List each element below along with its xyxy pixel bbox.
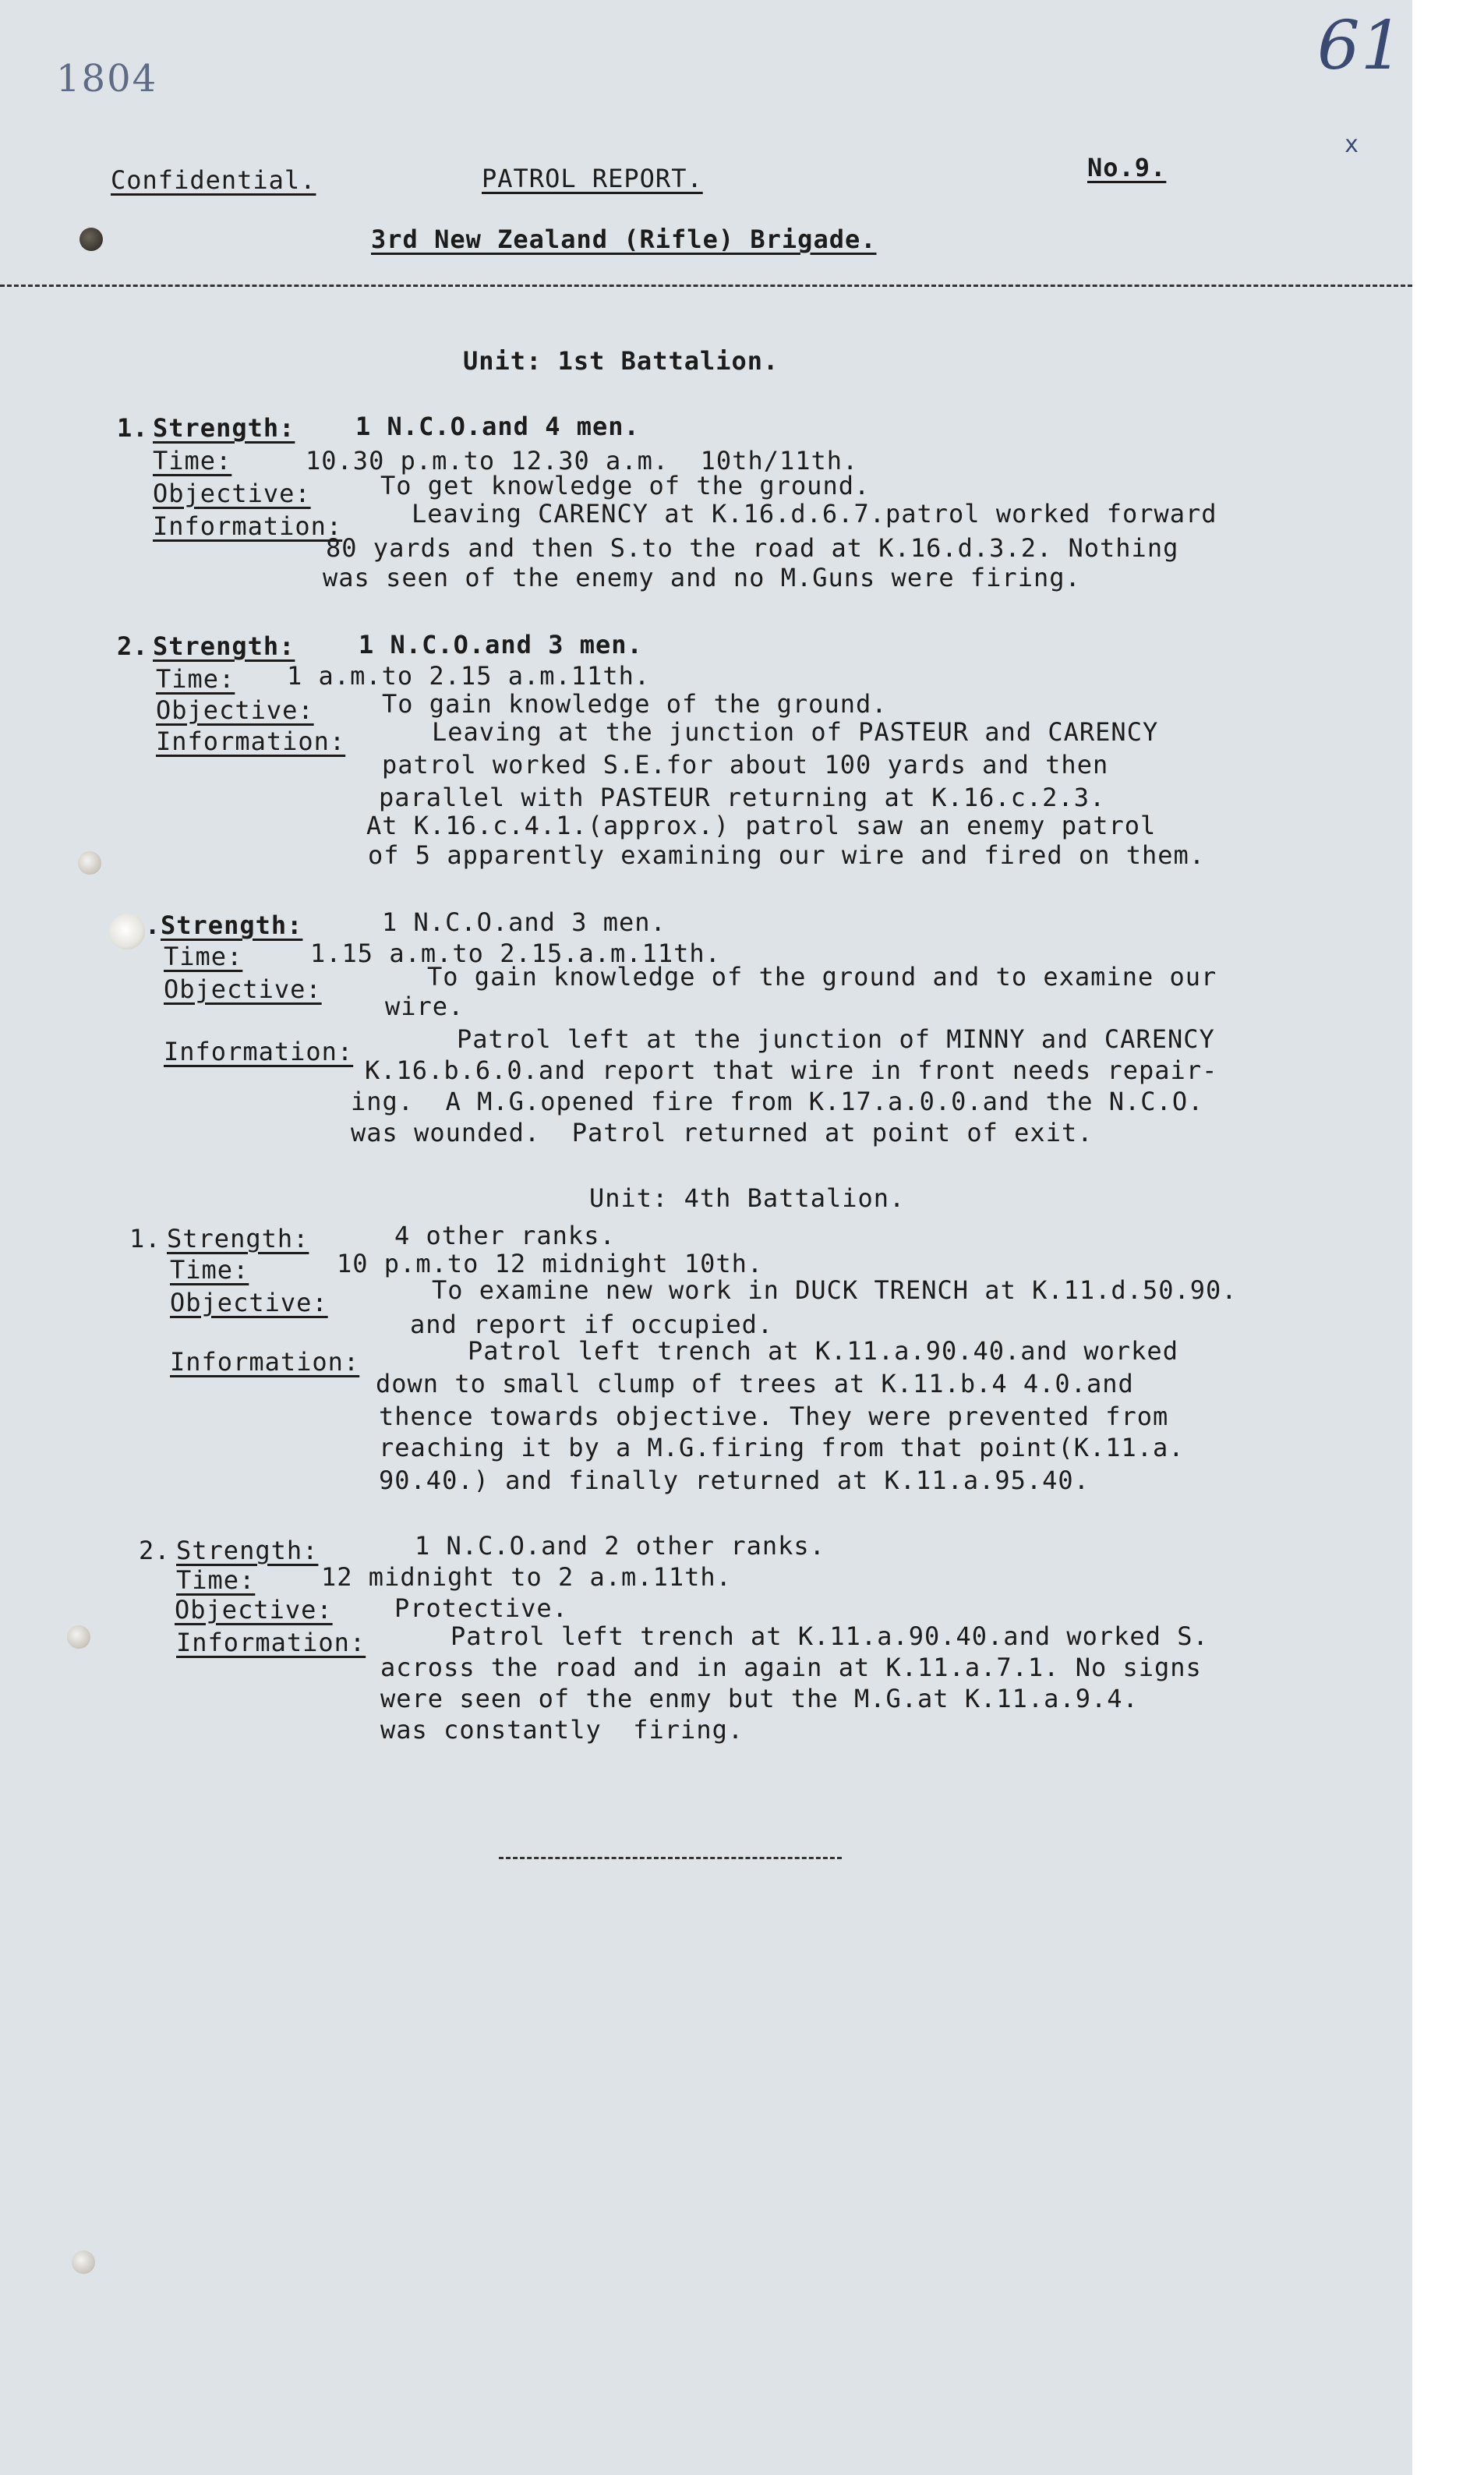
header-divider	[0, 285, 1412, 287]
patrol-number: 2.	[117, 631, 149, 661]
information-line: was wounded. Patrol returned at point of exit.	[351, 1118, 1094, 1147]
strength-label: Strength:	[153, 631, 295, 661]
time-label: Time:	[156, 664, 235, 694]
report-title: PATROL REPORT.	[482, 164, 703, 193]
strength-label: Strength:	[167, 1224, 309, 1253]
strength-label: Strength:	[153, 413, 295, 443]
punch-hole-2	[78, 851, 101, 875]
information-line: 80 yards and then S.to the road at K.16.d.3.2. Nothing	[326, 533, 1179, 563]
punch-hole-3	[109, 914, 145, 949]
patrol-number: 1.	[117, 413, 149, 443]
time-value: 10.30 p.m.to 12.30 a.m. 10th/11th.	[306, 446, 859, 476]
information-line: Leaving CARENCY at K.16.d.6.7.patrol worked forward	[412, 499, 1217, 529]
information-label: Information:	[156, 727, 346, 756]
strength-value: 1 N.C.O.and 3 men.	[359, 630, 643, 659]
information-line: was constantly firing.	[380, 1715, 744, 1745]
objective-value: To gain knowledge of the ground.	[382, 689, 888, 719]
information-line: Patrol left trench at K.11.a.90.40.and worked S.	[450, 1621, 1209, 1651]
information-label: Information:	[164, 1037, 354, 1066]
objective-value: To gain knowledge of the ground and to examine our	[427, 962, 1217, 992]
time-label: Time:	[164, 942, 243, 971]
time-value: 10 p.m.to 12 midnight 10th.	[337, 1249, 764, 1278]
information-line: thence towards objective. They were prevented from	[379, 1402, 1169, 1431]
objective-label: Objective:	[153, 479, 311, 508]
time-label: Time:	[153, 446, 232, 476]
information-line: parallel with PASTEUR returning at K.16.c.2.3.	[379, 783, 1106, 812]
information-line: Patrol left at the junction of MINNY and CARENCY	[457, 1024, 1215, 1054]
objective-label: Objective:	[175, 1595, 333, 1625]
classification: Confidential.	[111, 165, 316, 195]
time-label: Time:	[176, 1565, 256, 1595]
patrol-number: 1.	[129, 1224, 161, 1253]
objective-value: To get knowledge of the ground.	[380, 471, 871, 500]
punch-hole-1	[80, 228, 103, 251]
objective-value: wire.	[385, 992, 465, 1021]
information-line: At K.16.c.4.1.(approx.) patrol saw an enemy patrol	[366, 811, 1157, 840]
strength-value: 4 other ranks.	[394, 1221, 616, 1250]
information-line: ing. A M.G.opened fire from K.17.a.0.0.and the N.C.O.	[351, 1087, 1204, 1116]
objective-label: Objective:	[170, 1288, 328, 1317]
strength-value: 1 N.C.O.and 4 men.	[355, 412, 640, 441]
information-line: 90.40.) and finally returned at K.11.a.95.40.	[379, 1466, 1090, 1495]
patrol-number: 2.	[139, 1536, 171, 1565]
objective-label: Objective:	[164, 974, 322, 1004]
information-line: Patrol left trench at K.11.a.90.40.and worked	[468, 1336, 1178, 1366]
time-value: 12 midnight to 2 a.m.11th.	[321, 1562, 732, 1592]
background-margin	[1412, 0, 1484, 2475]
unit-heading-1st-battalion: Unit: 1st Battalion.	[463, 346, 779, 376]
patrol-number: .	[145, 910, 161, 940]
information-label: Information:	[170, 1347, 360, 1377]
information-line: K.16.b.6.0.and report that wire in front needs repair-	[365, 1055, 1218, 1085]
objective-value: To examine new work in DUCK TRENCH at K.11.d.50.90.	[432, 1275, 1238, 1305]
objective-label: Objective:	[156, 695, 314, 725]
folio-number: 61	[1317, 7, 1404, 85]
information-line: was seen of the enemy and no M.Guns were firing.	[323, 563, 1081, 592]
strength-label: Strength:	[161, 910, 303, 940]
time-label: Time:	[170, 1255, 249, 1285]
information-line: of 5 apparently examining our wire and fired on them.	[368, 840, 1206, 870]
brigade-name: 3rd New Zealand (Rifle) Brigade.	[371, 225, 877, 254]
tick-mark: x	[1344, 131, 1359, 158]
objective-value: and report if occupied.	[410, 1310, 774, 1339]
unit-heading-4th-battalion: Unit: 4th Battalion.	[589, 1183, 906, 1213]
information-line: Leaving at the junction of PASTEUR and CARENCY	[432, 717, 1159, 747]
punch-hole-4	[67, 1625, 90, 1649]
information-line: across the road and in again at K.11.a.7.1. No signs	[380, 1653, 1202, 1682]
punch-hole-5	[72, 2250, 95, 2274]
information-label: Information:	[153, 511, 343, 541]
archive-number: 1804	[56, 57, 158, 101]
information-line: down to small clump of trees at K.11.b.4 4.0.and	[376, 1369, 1134, 1398]
information-line: reaching it by a M.G.firing from that point(K.11.a.	[379, 1433, 1185, 1462]
report-number: No.9.	[1087, 153, 1167, 182]
strength-value: 1 N.C.O.and 2 other ranks.	[415, 1531, 825, 1561]
end-rule	[499, 1857, 842, 1859]
information-line: patrol worked S.E.for about 100 yards and then	[382, 750, 1109, 780]
objective-value: Protective.	[394, 1593, 568, 1623]
information-label: Information:	[176, 1628, 366, 1657]
time-value: 1 a.m.to 2.15 a.m.11th.	[287, 661, 651, 691]
strength-label: Strength:	[176, 1536, 319, 1565]
time-value: 1.15 a.m.to 2.15.a.m.11th.	[310, 939, 721, 968]
information-line: were seen of the enmy but the M.G.at K.11.a.9.4.	[380, 1684, 1139, 1713]
strength-value: 1 N.C.O.and 3 men.	[382, 907, 666, 937]
